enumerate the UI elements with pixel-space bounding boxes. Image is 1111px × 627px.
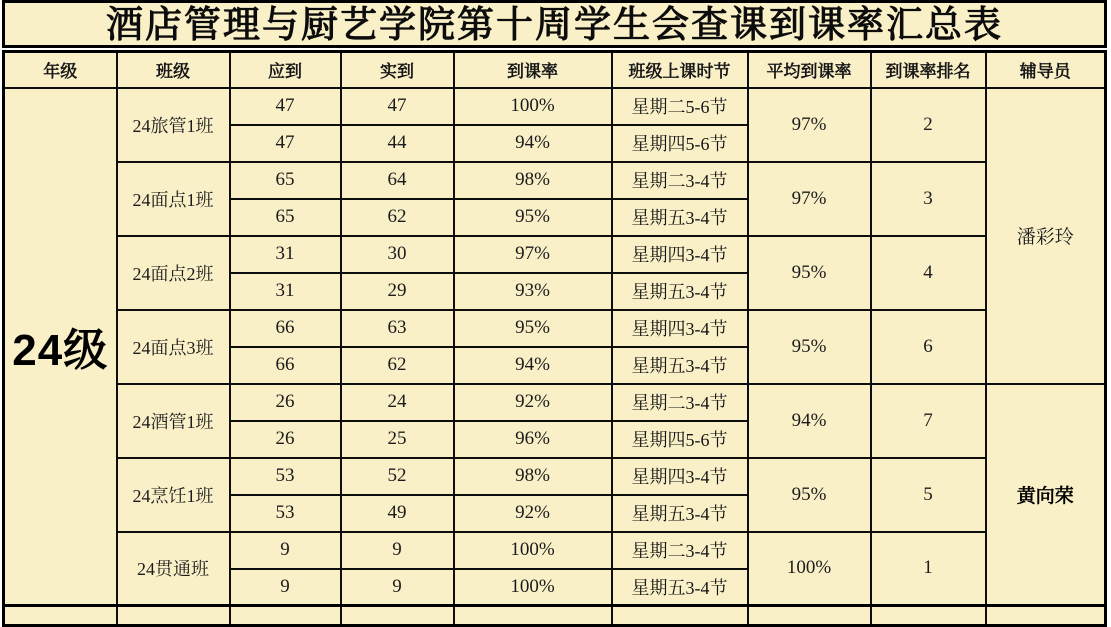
cell-actual: 49 (341, 495, 454, 532)
cell-rate: 97% (454, 236, 612, 273)
cell-avg-rate: 95% (748, 458, 871, 532)
table-row (4, 310, 1106, 347)
cell-rate: 100% (454, 88, 612, 125)
class-name-cell: 24烹饪1班 (117, 458, 230, 532)
cell-rate: 92% (454, 495, 612, 532)
cell-avg-rate: 95% (748, 236, 871, 310)
attendance-table (2, 50, 1107, 627)
cell-rank: 7 (871, 384, 986, 458)
empty-cell (612, 606, 748, 626)
header-schedule: 班级上课时节 (612, 52, 748, 88)
header-class: 班级 (117, 52, 230, 88)
header-rank: 到课率排名 (871, 52, 986, 88)
table-row (4, 606, 1106, 626)
cell-actual: 9 (341, 532, 454, 569)
cell-schedule: 星期二3-4节 (612, 384, 748, 421)
cell-expected: 26 (230, 384, 341, 421)
cell-actual: 52 (341, 458, 454, 495)
empty-cell (4, 606, 117, 626)
cell-rate: 92% (454, 384, 612, 421)
cell-schedule: 星期四3-4节 (612, 458, 748, 495)
cell-schedule: 星期二3-4节 (612, 532, 748, 569)
empty-cell (871, 606, 986, 626)
cell-avg-rate: 100% (748, 532, 871, 606)
table-row (4, 236, 1106, 273)
header-avg-rate: 平均到课率 (748, 52, 871, 88)
cell-schedule: 星期二5-6节 (612, 88, 748, 125)
empty-cell (454, 606, 612, 626)
class-name-cell: 24旅管1班 (117, 88, 230, 162)
cell-rate: 94% (454, 125, 612, 162)
cell-actual: 64 (341, 162, 454, 199)
empty-cell (748, 606, 871, 626)
cell-schedule: 星期四3-4节 (612, 310, 748, 347)
class-name-cell: 24酒管1班 (117, 384, 230, 458)
table-row (4, 458, 1106, 495)
class-name-cell: 24贯通班 (117, 532, 230, 606)
sheet-title: 酒店管理与厨艺学院第十周学生会查课到课率汇总表 (106, 3, 1003, 45)
cell-actual: 47 (341, 88, 454, 125)
cell-expected: 65 (230, 199, 341, 236)
cell-rate: 98% (454, 458, 612, 495)
cell-schedule: 星期二3-4节 (612, 162, 748, 199)
cell-schedule: 星期四3-4节 (612, 236, 748, 273)
cell-rank: 2 (871, 88, 986, 162)
header-counselor: 辅导员 (986, 52, 1106, 88)
empty-cell (117, 606, 230, 626)
cell-actual: 62 (341, 347, 454, 384)
table-row (4, 384, 1106, 421)
cell-actual: 24 (341, 384, 454, 421)
cell-expected: 26 (230, 421, 341, 458)
sheet-title-bar (2, 0, 1107, 48)
cell-actual: 30 (341, 236, 454, 273)
table-row (4, 162, 1106, 199)
cell-schedule: 星期五3-4节 (612, 199, 748, 236)
cell-schedule: 星期五3-4节 (612, 569, 748, 606)
cell-schedule: 星期五3-4节 (612, 495, 748, 532)
counselor-cell: 潘彩玲 (986, 88, 1106, 384)
cell-schedule: 星期五3-4节 (612, 273, 748, 310)
header-row (4, 52, 1106, 88)
cell-schedule: 星期四5-6节 (612, 421, 748, 458)
cell-rate: 96% (454, 421, 612, 458)
cell-rate: 98% (454, 162, 612, 199)
cell-avg-rate: 94% (748, 384, 871, 458)
cell-expected: 9 (230, 569, 341, 606)
header-rate: 到课率 (454, 52, 612, 88)
cell-actual: 62 (341, 199, 454, 236)
cell-avg-rate: 95% (748, 310, 871, 384)
empty-cell (341, 606, 454, 626)
cell-expected: 9 (230, 532, 341, 569)
cell-actual: 9 (341, 569, 454, 606)
cell-actual: 63 (341, 310, 454, 347)
cell-expected: 65 (230, 162, 341, 199)
cell-expected: 31 (230, 236, 341, 273)
cell-expected: 53 (230, 495, 341, 532)
header-expected: 应到 (230, 52, 341, 88)
empty-cell (230, 606, 341, 626)
cell-expected: 31 (230, 273, 341, 310)
cell-expected: 47 (230, 88, 341, 125)
cell-rank: 4 (871, 236, 986, 310)
counselor-cell: 黄向荣 (986, 384, 1106, 606)
cell-actual: 29 (341, 273, 454, 310)
cell-rank: 1 (871, 532, 986, 606)
cell-rate: 95% (454, 199, 612, 236)
cell-expected: 53 (230, 458, 341, 495)
class-name-cell: 24面点1班 (117, 162, 230, 236)
cell-avg-rate: 97% (748, 162, 871, 236)
cell-schedule: 星期四5-6节 (612, 125, 748, 162)
cell-rate: 94% (454, 347, 612, 384)
cell-schedule: 星期五3-4节 (612, 347, 748, 384)
grade-cell: 24级 (4, 88, 117, 606)
cell-actual: 25 (341, 421, 454, 458)
table-row (4, 532, 1106, 569)
cell-rank: 6 (871, 310, 986, 384)
cell-expected: 66 (230, 347, 341, 384)
header-actual: 实到 (341, 52, 454, 88)
cell-rate: 100% (454, 569, 612, 606)
empty-cell (986, 606, 1106, 626)
cell-rate: 93% (454, 273, 612, 310)
cell-rank: 5 (871, 458, 986, 532)
cell-actual: 44 (341, 125, 454, 162)
cell-expected: 66 (230, 310, 341, 347)
cell-avg-rate: 97% (748, 88, 871, 162)
header-grade: 年级 (4, 52, 117, 88)
cell-rate: 95% (454, 310, 612, 347)
cell-expected: 47 (230, 125, 341, 162)
class-name-cell: 24面点2班 (117, 236, 230, 310)
cell-rate: 100% (454, 532, 612, 569)
cell-rank: 3 (871, 162, 986, 236)
class-name-cell: 24面点3班 (117, 310, 230, 384)
table-row (4, 88, 1106, 125)
